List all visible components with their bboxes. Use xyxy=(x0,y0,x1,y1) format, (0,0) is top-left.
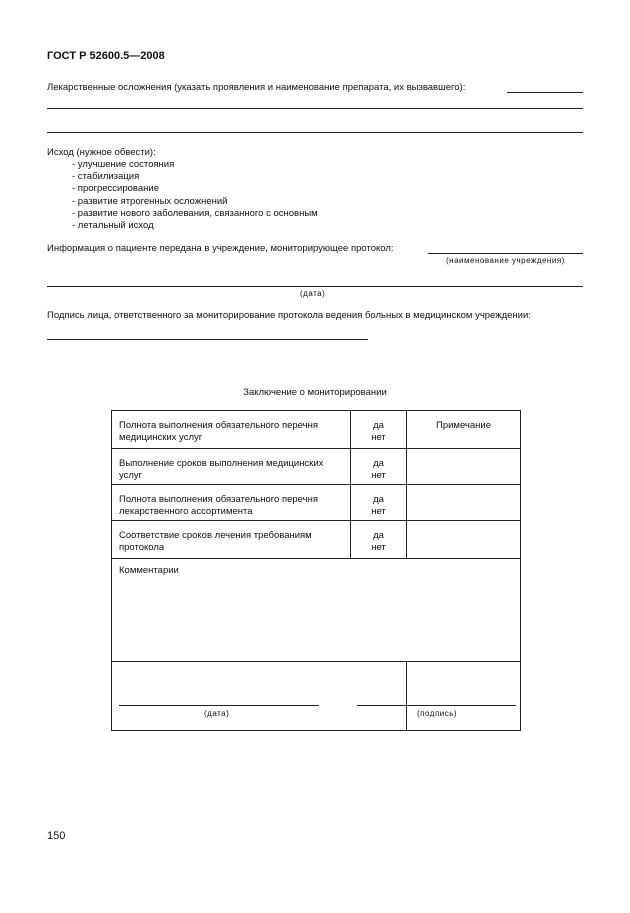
page-number: 150 xyxy=(47,830,66,842)
question-cell: Выполнение сроков выполнения медицинских услуг xyxy=(112,449,351,485)
date-line[interactable] xyxy=(119,705,319,706)
yes-option[interactable]: да xyxy=(373,420,384,431)
no-option[interactable]: нет xyxy=(371,470,386,481)
outcome-title: Исход (нужное обвести): xyxy=(47,147,156,158)
signature-input-line[interactable] xyxy=(47,339,368,340)
complications-label: Лекарственные осложнения (указать проявления и наименование препарата, их вызвавшего): xyxy=(47,82,466,93)
outcome-option[interactable]: - прогрессирование xyxy=(72,183,159,195)
outcome-option[interactable]: - развитие нового заболевания, связанного с основным xyxy=(72,207,318,219)
date-caption: (дата) xyxy=(204,709,230,718)
yes-option[interactable]: да xyxy=(373,494,384,505)
no-option[interactable]: нет xyxy=(371,432,386,443)
outcome-option[interactable]: - стабилизация xyxy=(72,171,140,183)
table-row xyxy=(112,485,521,521)
sign-line[interactable] xyxy=(357,705,516,706)
yes-no-cell[interactable] xyxy=(351,521,407,559)
note-header: Примечание xyxy=(407,411,521,449)
yes-no-cell[interactable] xyxy=(351,411,407,449)
question-cell: Соответствие сроков лечения требованиям протокола xyxy=(112,521,351,559)
table-row xyxy=(112,521,521,559)
conclusion-table xyxy=(111,410,521,731)
note-cell[interactable] xyxy=(407,485,521,521)
comments-cell[interactable] xyxy=(112,559,521,662)
outcome-option[interactable]: - летальный исход xyxy=(72,220,154,232)
yes-option[interactable]: да xyxy=(373,530,384,541)
yes-no-cell[interactable] xyxy=(351,485,407,521)
note-cell[interactable] xyxy=(407,521,521,559)
yes-no-cell[interactable] xyxy=(351,449,407,485)
no-option[interactable]: нет xyxy=(371,542,386,553)
yes-option[interactable]: да xyxy=(373,458,384,469)
table-row xyxy=(112,449,521,485)
comments-label: Комментарии xyxy=(119,565,179,576)
note-cell[interactable] xyxy=(407,449,521,485)
question-cell: Полнота выполнения обязательного перечня медицинских услуг xyxy=(112,411,351,449)
complications-line-2[interactable] xyxy=(47,108,583,109)
outcome-option[interactable]: - развитие ятрогенных осложнений xyxy=(72,195,228,207)
conclusion-title: Заключение о мониторировании xyxy=(243,387,387,398)
transfer-date-caption: (дата) xyxy=(300,289,326,298)
complications-input-line[interactable] xyxy=(507,92,583,93)
date-cell[interactable] xyxy=(112,662,407,731)
question-cell: Полнота выполнения обязательного перечня лекарственного ассортимента xyxy=(112,485,351,521)
table-row xyxy=(112,559,521,662)
institution-input-line[interactable] xyxy=(428,253,583,254)
table-row xyxy=(112,411,521,449)
signature-cell[interactable] xyxy=(407,662,521,731)
sign-caption: (подпись) xyxy=(417,709,458,718)
transfer-label: Информация о пациенте передана в учреждение, мониторирующее протокол: xyxy=(47,243,394,254)
table-row xyxy=(112,662,521,731)
outcome-option[interactable]: - улучшение состояния xyxy=(72,159,175,170)
document-header: ГОСТ Р 52600.5—2008 xyxy=(47,50,165,62)
institution-caption: (наименование учреждения) xyxy=(446,256,565,265)
complications-line-3[interactable] xyxy=(47,132,583,133)
outcome-options-list xyxy=(72,159,318,232)
signature-label: Подпись лица, ответственного за мониторирование протокола ведения больных в медицинском учреждении: xyxy=(47,310,531,321)
no-option[interactable]: нет xyxy=(371,506,386,517)
transfer-date-line[interactable] xyxy=(47,286,583,287)
